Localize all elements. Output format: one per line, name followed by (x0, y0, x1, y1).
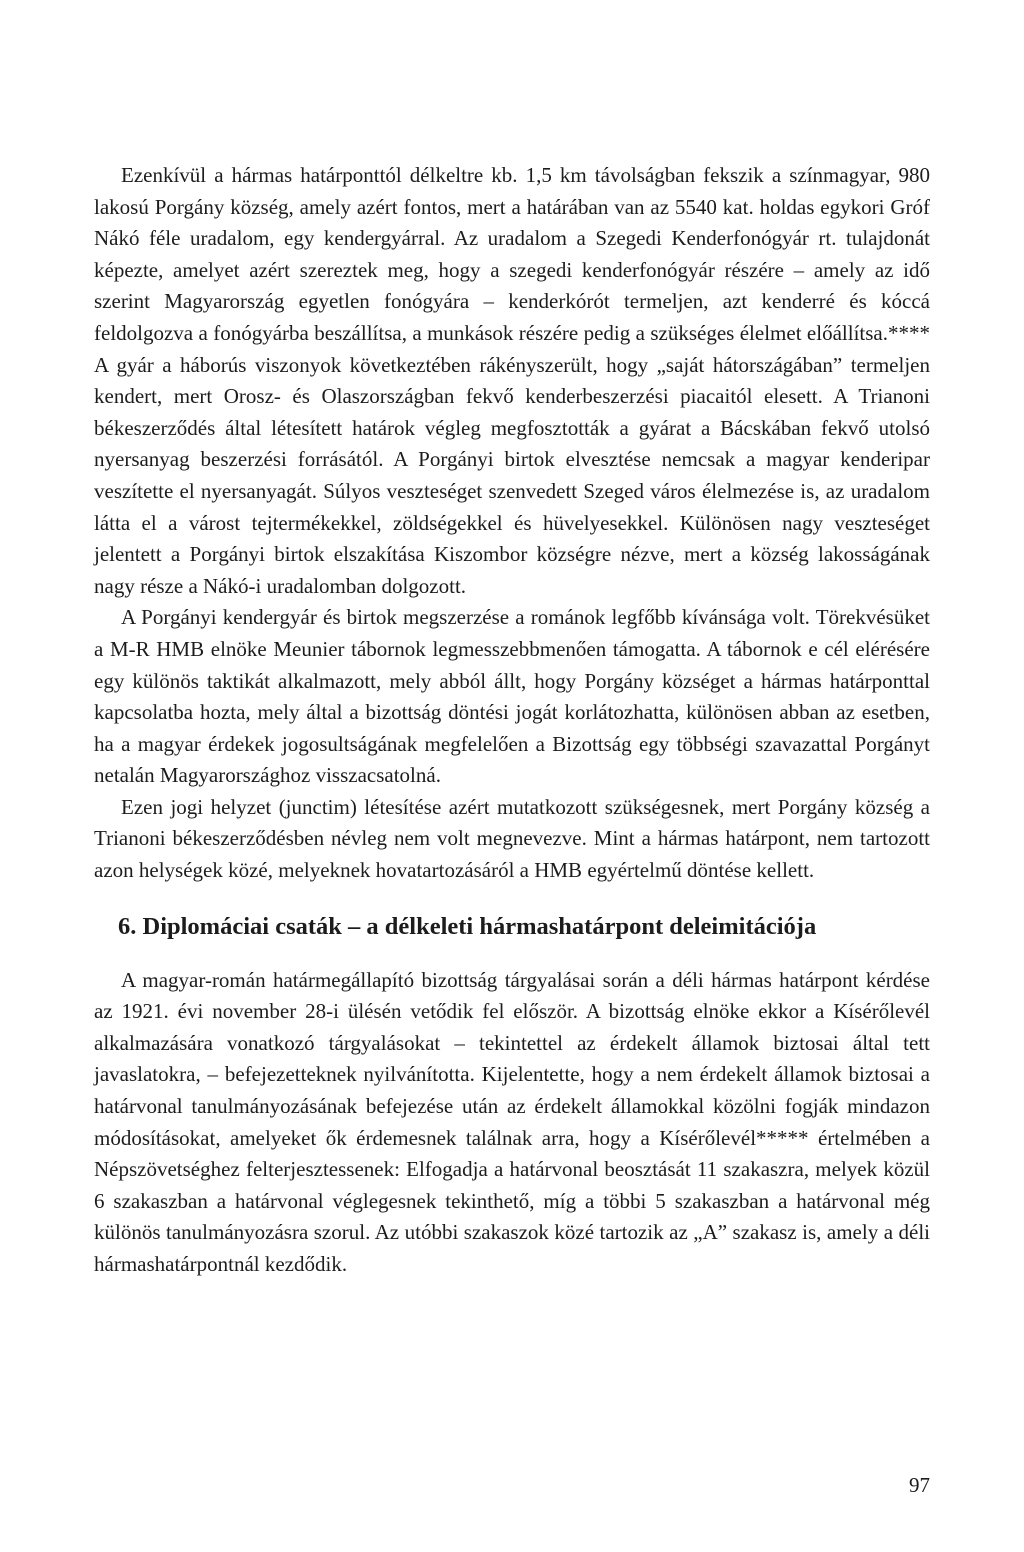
paragraph-commission-meeting: A magyar-román határmegállapító bizottság tárgyalásai során a déli hármas határpont kérdése az 1921. évi november 28-i ülésén vetődik fel először. A bizottság elnöke ekkor a Kísérőlevél alkalmazására vonatkozó tárgyalásokat – tekintettel az érdekelt államok biztosai által tett javaslatokra, – befejezetteknek nyilvánította. Kijelentette, hogy a nem érdekelt államok biztosai a határvonal tanulmányozásának befejezése után az érdekelt államokkal közölni fogják mindazon módosításokat, amelyeket ők érdemesnek találnak arra, hogy a Kísérőlevél***** értelmében a Népszövetséghez felterjesztessenek: Elfogadja a határvonal beosztását 11 szakaszra, melyek közül 6 szakaszban a határvonal véglegesnek tekinthető, míg a többi 5 szakaszban a határvonal még különös tanulmányozásra szorul. Az utóbbi szakaszok közé tartozik az „A” szakasz is, amely a déli hármashatárpontnál kezdődik. (94, 967, 930, 1276)
page-number: 97 (909, 1473, 930, 1497)
page-body (94, 160, 930, 1281)
paragraph-romanian-ambition: A Porgányi kendergyár és birtok megszerzése a románok legfőbb kívánsága volt. Törekvésüket a M-R HMB elnöke Meunier tábornok legmesszebbmenően támogatta. A tábornok e cél elérésére egy különös taktikát alkalmazott, mely abból állt, hogy Porgány községet a hármas határponttal kapcsolatba hozta, mely által a bizottság döntési jogát korlátozhatta, különösen abban az esetben, ha a magyar érdekek jogosultságának megfelelően a Bizottság egy többségi szavazattal Porgányt netalán Magyarországhoz visszacsatolná. (94, 605, 930, 788)
section-heading: 6. Diplomáciai csaták – a délkeleti hármashatárpont deleimitációja (118, 912, 817, 940)
paragraph-junctim: Ezen jogi helyzet (junctim) létesítése azért mutatkozott szükségesnek, mert Porgány község a Trianoni békeszerződésben névleg nem volt megnevezve. Mint a hármas határpont, nem tartozott azon helységek közé, melyeknek hovatartozásáról a HMB egyértelmű döntése kellett. (94, 794, 930, 883)
paragraph-porgany-estate: Ezenkívül a hármas határponttól délkeltre kb. 1,5 km távolságban fekszik a színmagyar, 980 lakosú Porgány község, amely azért fontos, mert a határában van az 5540 kat. holdas egykori Gróf Nákó féle uradalom, egy kendergyárral. Az uradalom a Szegedi Kenderfonógyár rt. tulajdonát képezte, amelyet azért szereztek meg, hogy a szegedi kenderfonógyár részére – amely az idő szerint Magyarország egyetlen fonógyára – kenderkórót termeljen, azt kenderré és kóccá feldolgozva a fonógyárba beszállítsa, a munkások részére pedig a szükséges élelmet előállítsa.**** A gyár a háborús viszonyok következtében rákényszerült, hogy „saját hátországában” termeljen kendert, mert Orosz- és Olaszországban fekvő kenderbeszerzési piacaitól elesett. A Trianoni békeszerződés által létesített határok végleg megfosztották a gyárat a Bácskában fekvő utolsó nyersanyag beszerzési forrásától. A Porgányi birtok elvesztése nemcsak a magyar kenderipar veszítette el nyersanyagát. Súlyos veszteséget szenvedett Szeged város élelmezése is, az uradalom látta el a várost tejtermékekkel, zöldségekkel és hüvelyesekkel. Különösen nagy veszteséget jelentett a Porgányi birtok elszakítása Kiszombor községre nézve, mert a község lakosságának nagy része a Nákó-i uradalomban dolgozott. (94, 163, 930, 598)
